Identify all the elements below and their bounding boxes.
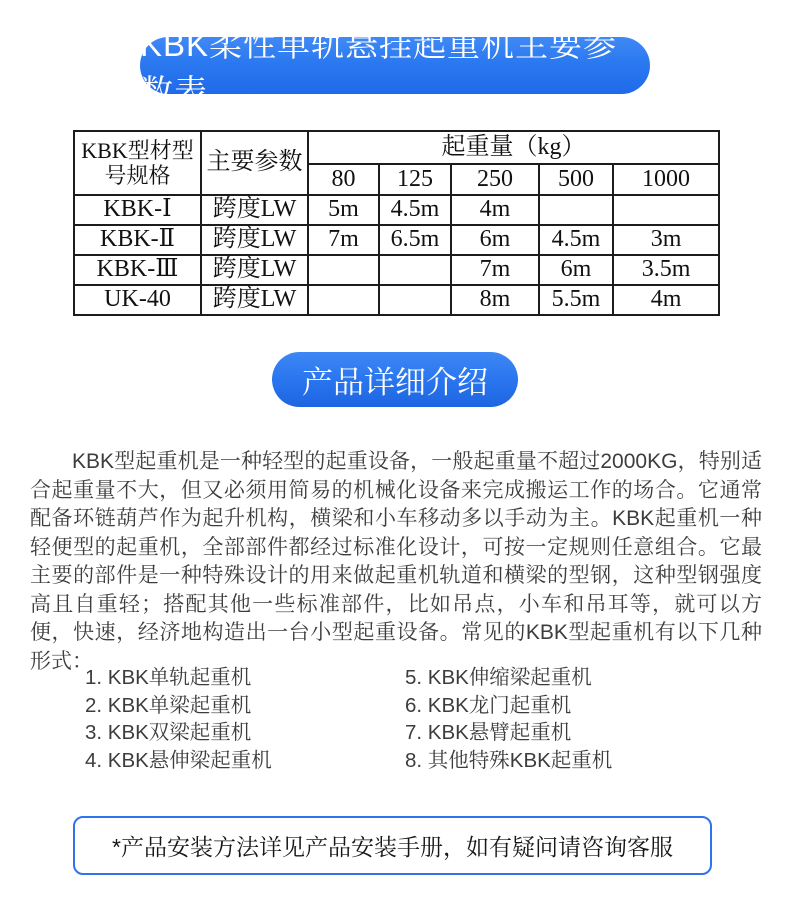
param-cell: 跨度LW [201, 255, 308, 285]
install-note-text: *产品安装方法详见产品安装手册，如有疑问请咨询客服 [112, 834, 673, 860]
list-item: 8. 其他特殊KBK起重机 [405, 748, 613, 772]
col-header-model: KBK型材型号规格 [74, 131, 201, 195]
value-cell: 4m [613, 285, 719, 315]
col-header-capacity-80: 80 [308, 164, 379, 195]
table-row-kbk3 [74, 255, 719, 285]
value-cell: 6m [539, 255, 613, 285]
value-cell [308, 285, 379, 315]
value-cell: 7m [451, 255, 539, 285]
list-item: 6. KBK龙门起重机 [405, 693, 572, 717]
param-cell: 跨度LW [201, 285, 308, 315]
col-header-capacity-500: 500 [539, 164, 613, 195]
param-cell: 跨度LW [201, 225, 308, 255]
param-cell: 跨度LW [201, 195, 308, 225]
value-cell: 5.5m [539, 285, 613, 315]
list-item: 2. KBK单梁起重机 [85, 693, 252, 717]
value-cell: 4.5m [539, 225, 613, 255]
value-cell: 6m [451, 225, 539, 255]
value-cell: 4m [451, 195, 539, 225]
list-item: 7. KBK悬臂起重机 [405, 721, 572, 744]
product-intro-button[interactable] [272, 352, 518, 407]
crane-type-list-left [85, 664, 405, 774]
crane-type-list [85, 664, 612, 774]
col-header-param: 主要参数 [201, 131, 308, 195]
list-item: 4. KBK悬伸梁起重机 [85, 748, 272, 772]
value-cell: 8m [451, 285, 539, 315]
value-cell: 6.5m [379, 225, 451, 255]
model-cell: KBK-Ⅲ [74, 255, 201, 285]
product-intro-button-label: 产品详细介绍 [302, 365, 488, 400]
col-header-capacity-1000: 1000 [613, 164, 719, 195]
crane-type-list-right [405, 664, 612, 774]
value-cell: 4.5m [379, 195, 451, 225]
params-table-title-banner [140, 25, 650, 110]
model-cell: UK-40 [74, 285, 201, 315]
table-row-kbk2 [74, 225, 719, 255]
value-cell [379, 285, 451, 315]
value-cell [539, 195, 613, 225]
col-header-capacity-250: 250 [451, 164, 539, 195]
list-item: 3. KBK双梁起重机 [85, 721, 252, 744]
col-header-capacity-125: 125 [379, 164, 451, 195]
list-item: 1. KBK单轨起重机 [85, 666, 252, 689]
model-cell: KBK-Ⅱ [74, 225, 201, 255]
value-cell: 3.5m [613, 255, 719, 285]
model-cell: KBK-Ⅰ [74, 195, 201, 225]
value-cell: 3m [613, 225, 719, 255]
value-cell: 5m [308, 195, 379, 225]
banner-title: KBK柔性单轨悬挂起重机主要参数表 [140, 25, 618, 110]
params-table [73, 130, 720, 316]
value-cell [613, 195, 719, 225]
install-note-box [73, 816, 712, 875]
value-cell [308, 255, 379, 285]
table-row-kbk1 [74, 195, 719, 225]
value-cell: 7m [308, 225, 379, 255]
intro-paragraph: KBK型起重机是一种轻型的起重设备，一般起重量不超过2000KG，特别适合起重量不大，但又必须用简易的机械化设备来完成搬运工作的场合。它通常配备环链葫芦作为起升机构，横梁和小车移动多以手动为主。KBK起重机一种轻便型的起重机，全部部件都经过标准化设计，可按一定规则任意组合。它最主要的部件是一种特殊设计的用来做起重机轨道和横梁的型钢，这种型钢强度高且自重轻；搭配其他一些标准部件，比如吊点，小车和吊耳等，就可以方便，快速，经济地构造出一台小型起重设备。常见的KBK型起重机有以下几种形式： [30, 450, 762, 673]
table-row-uk40 [74, 285, 719, 315]
value-cell [379, 255, 451, 285]
col-header-capacity-group: 起重量（kg） [308, 131, 719, 164]
list-item: 5. KBK伸缩梁起重机 [405, 666, 592, 689]
